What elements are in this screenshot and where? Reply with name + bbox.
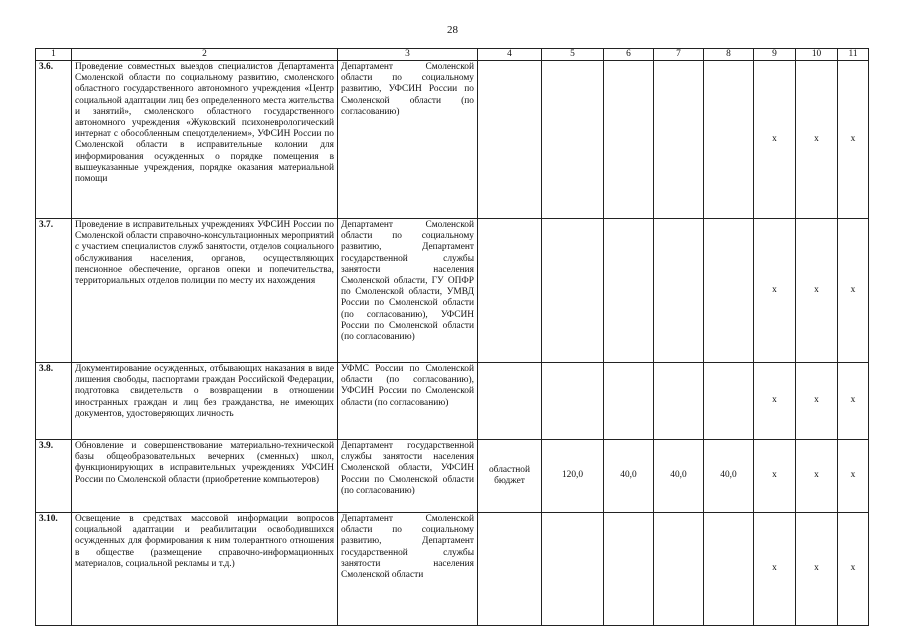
activity-description: Проведение совместных выездов специалистов Департамента Смоленской области по социальному развитию, смоленского областного государственного автономного учреждения «Центр социальной адаптации лиц без определенного места жительства и занятий», смоленского областного государственного автономного учреждения «Жуковский психоневрологический интернат с обособленным спецотделением», УФСИН России по Смоленской области в исправительные колонии для информирования осужденных о порядке помещения в вышеуказанные учреждения, порядке оказания материальной помощи bbox=[72, 61, 338, 219]
row-number: 3.9. bbox=[36, 440, 72, 513]
executor-cell: Департамент Смоленской области по социальному развитию, УФСИН России по Смоленской области (по согласованию) bbox=[338, 61, 478, 219]
amount-year3-cell: 40,0 bbox=[704, 440, 754, 513]
amount-year3-cell bbox=[704, 219, 754, 363]
executor-cell: Департамент Смоленской области по социальному развитию, Департамент государственной службы занятости населения Смоленской области, ГУ ОПФР по Смоленской области, УМВД России по Смоленской области (по согласованию), УФСИН России по Смоленской области (по согласованию) bbox=[338, 219, 478, 363]
activity-description: Документирование осужденных, отбывающих наказания в виде лишения свободы, паспортами граждан Российской Федерации, подготовка свидетельств о возвращении в отношении иностранных граждан и лиц без гражданства, не имеющих документов, удостоверяющих личность bbox=[72, 363, 338, 440]
header-cell: 8 bbox=[704, 49, 754, 61]
mark-cell: x bbox=[754, 61, 796, 219]
mark-cell: x bbox=[796, 219, 838, 363]
executor-cell: Департамент государственной службы занятости населения Смоленской области, УФСИН России по Смоленской области (по согласованию) bbox=[338, 440, 478, 513]
funding-source-cell: областной бюджет bbox=[478, 440, 542, 513]
table-row bbox=[36, 219, 869, 363]
amount-year3-cell bbox=[704, 513, 754, 626]
amount-year1-cell bbox=[604, 513, 654, 626]
header-cell: 5 bbox=[542, 49, 604, 61]
header-cell: 6 bbox=[604, 49, 654, 61]
page-number: 28 bbox=[447, 24, 458, 36]
amount-year3-cell bbox=[704, 363, 754, 440]
executor-cell: Департамент Смоленской области по социальному развитию, Департамент государственной службы занятости населения Смоленской области bbox=[338, 513, 478, 626]
amount-year2-cell bbox=[654, 363, 704, 440]
amount-year1-cell bbox=[604, 363, 654, 440]
mark-cell: x bbox=[796, 61, 838, 219]
funding-source-cell bbox=[478, 61, 542, 219]
header-cell: 9 bbox=[754, 49, 796, 61]
amount-year1-cell bbox=[604, 219, 654, 363]
row-number: 3.10. bbox=[36, 513, 72, 626]
amount-total-cell bbox=[542, 513, 604, 626]
amount-total-cell bbox=[542, 219, 604, 363]
amount-total-cell bbox=[542, 363, 604, 440]
mark-cell: x bbox=[838, 513, 869, 626]
activity-description: Обновление и совершенствование материально-технической базы общеобразовательных вечерних (сменных) школ, функционирующих в исправительных учреждениях УФСИН России по Смоленской области (приобретение компьютеров) bbox=[72, 440, 338, 513]
row-number: 3.8. bbox=[36, 363, 72, 440]
table-row bbox=[36, 61, 869, 219]
mark-cell: x bbox=[754, 440, 796, 513]
row-number: 3.7. bbox=[36, 219, 72, 363]
activity-description: Проведение в исправительных учреждениях УФСИН России по Смоленской области справочно-консультационных мероприятий с участием специалистов служб занятости, отделов социального обслуживания населения, органов, осуществляющих пенсионное обеспечение, органов опеки и попечительства, территориальных отделов полиции по месту их нахождения bbox=[72, 219, 338, 363]
row-number: 3.6. bbox=[36, 61, 72, 219]
mark-cell: x bbox=[754, 363, 796, 440]
amount-year3-cell bbox=[704, 61, 754, 219]
executor-cell: УФМС России по Смоленской области (по согласованию), УФСИН России по Смоленской области (по согласованию) bbox=[338, 363, 478, 440]
header-cell: 3 bbox=[338, 49, 478, 61]
mark-cell: x bbox=[838, 363, 869, 440]
mark-cell: x bbox=[838, 219, 869, 363]
amount-year2-cell: 40,0 bbox=[654, 440, 704, 513]
header-cell: 2 bbox=[72, 49, 338, 61]
amount-year2-cell bbox=[654, 61, 704, 219]
header-cell: 10 bbox=[796, 49, 838, 61]
amount-year2-cell bbox=[654, 219, 704, 363]
amount-year2-cell bbox=[654, 513, 704, 626]
mark-cell: x bbox=[796, 363, 838, 440]
header-cell: 11 bbox=[838, 49, 869, 61]
table-row bbox=[36, 513, 869, 626]
header-cell: 7 bbox=[654, 49, 704, 61]
mark-cell: x bbox=[796, 440, 838, 513]
table-row bbox=[36, 440, 869, 513]
header-cell: 4 bbox=[478, 49, 542, 61]
funding-source-cell bbox=[478, 513, 542, 626]
funding-source-cell bbox=[478, 219, 542, 363]
table-row bbox=[36, 363, 869, 440]
funding-source-cell bbox=[478, 363, 542, 440]
activity-description: Освещение в средствах массовой информации вопросов социальной адаптации и реабилитации освободившихся осужденных для формирования к ним толерантного отношения в обществе (размещение справочно-информационных материалов, социальной рекламы и т.д.) bbox=[72, 513, 338, 626]
amount-total-cell bbox=[542, 61, 604, 219]
amount-year1-cell bbox=[604, 61, 654, 219]
amount-year1-cell: 40,0 bbox=[604, 440, 654, 513]
mark-cell: x bbox=[838, 61, 869, 219]
mark-cell: x bbox=[838, 440, 869, 513]
program-table bbox=[35, 48, 869, 626]
mark-cell: x bbox=[754, 219, 796, 363]
header-cell: 1 bbox=[36, 49, 72, 61]
mark-cell: x bbox=[754, 513, 796, 626]
amount-total-cell: 120,0 bbox=[542, 440, 604, 513]
header-row bbox=[36, 49, 869, 61]
mark-cell: x bbox=[796, 513, 838, 626]
